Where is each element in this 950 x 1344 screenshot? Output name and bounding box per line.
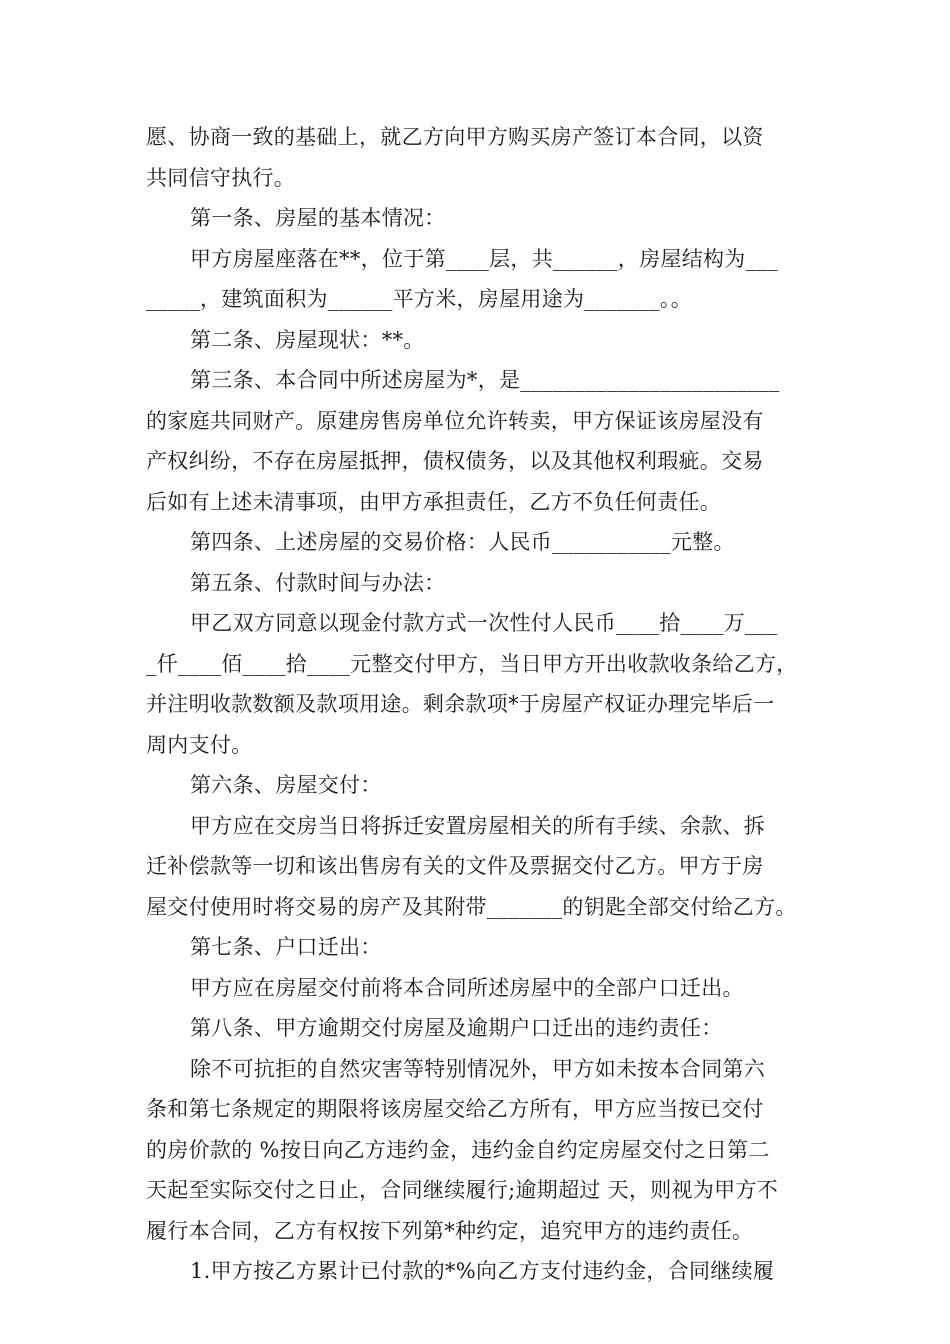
text-line: 第一条、房屋的基本情况： (190, 206, 446, 230)
text-line: 第三条、本合同中所述房屋为*，是________________________ (190, 368, 780, 392)
text-line: 条和第七条规定的期限将该房屋交给乙方所有，甲方应当按已交付 (146, 1097, 764, 1121)
text-line: 1.甲方按乙方累计已付款的*%向乙方支付违约金，合同继续履 (190, 1259, 775, 1283)
text-line: 产权纠纷，不存在房屋抵押，债权债务，以及其他权利瑕疵。交易 (146, 449, 764, 473)
text-line: 迁补偿款等一切和该出售房有关的文件及票据交付乙方。甲方于房 (146, 854, 764, 878)
text-line: 甲方应在交房当日将拆迁安置房屋相关的所有手续、余款、拆 (190, 813, 766, 838)
text-line: 第二条、房屋现状：**。 (190, 327, 425, 352)
text-line: 第四条、上述房屋的交易价格：人民币___________元整。 (190, 530, 735, 554)
text-line: 第七条、户口迁出： (190, 935, 382, 959)
text-line: 愿、协商一致的基础上，就乙方向甲方购买房产签订本合同，以资 (146, 125, 764, 149)
text-line: 第六条、房屋交付： (190, 773, 382, 797)
text-line: 甲方应在房屋交付前将本合同所述房屋中的全部户口迁出。 (190, 975, 744, 1000)
text-line: _仟____佰____拾____元整交付甲方，当日甲方开出收款收条给乙方， (146, 651, 798, 676)
text-line: 除不可抗拒的自然灾害等特别情况外，甲方如未按本合同第六 (190, 1056, 766, 1081)
text-line: 甲方房屋座落在**，位于第____层，共______，房屋结构为___ (190, 246, 778, 271)
contract-body-text (146, 117, 818, 1292)
text-line: _____，建筑面积为______平方米，房屋用途为_______。。 (146, 287, 692, 311)
text-line: 屋交付使用时将交易的房产及其附带_______的钥匙全部交付给乙方。 (146, 894, 797, 919)
text-line: 的房价款的 %按日向乙方违约金，违约金自约定房屋交付之日第二 (146, 1137, 770, 1162)
text-line: 天起至实际交付之日止，合同继续履行;逾期超过 天，则视为甲方不 (146, 1178, 779, 1202)
text-line: 共同信守执行。 (146, 165, 296, 190)
text-line: 并注明收款数额及款项用途。剩余款项*于房屋产权证办理完毕后一 (146, 692, 775, 716)
text-line: 第八条、甲方逾期交付房屋及逾期户口迁出的违约责任： (190, 1016, 723, 1040)
text-line: 的家庭共同财产。原建房售房单位允许转卖，甲方保证该房屋没有 (146, 408, 764, 433)
text-line: 周内支付。 (146, 732, 253, 757)
text-line: 履行本合同，乙方有权按下列第*种约定，追究甲方的违约责任。 (146, 1218, 754, 1243)
text-line: 后如有上述未清事项，由甲方承担责任，乙方不负任何责任。 (146, 489, 722, 514)
text-line: 甲乙双方同意以现金付款方式一次性付人民币____拾____万___ (190, 611, 778, 635)
text-line: 第五条、付款时间与办法： (190, 570, 446, 595)
